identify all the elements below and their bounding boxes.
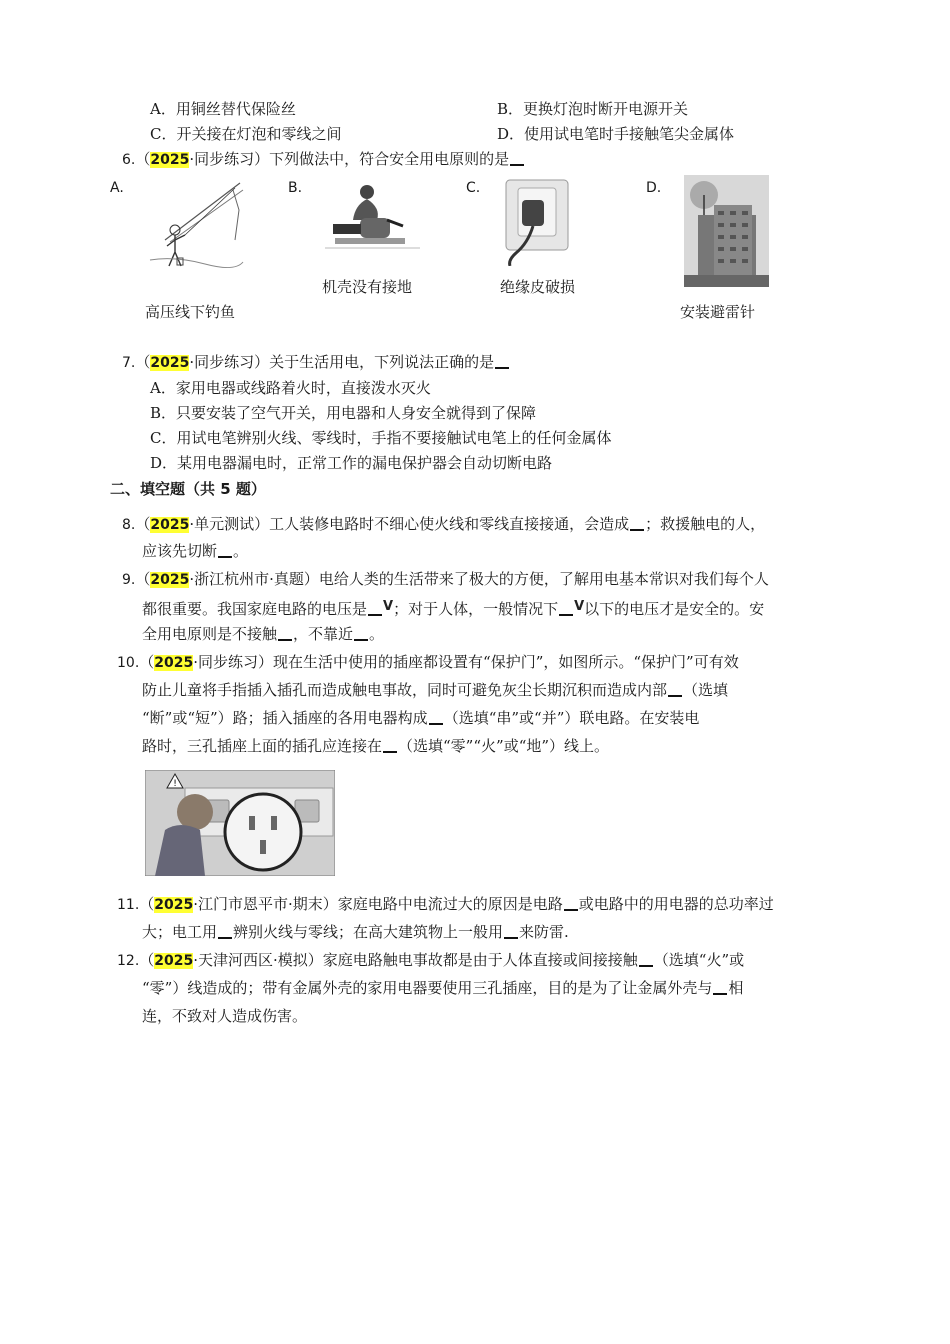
q11-line-2 [142,922,569,942]
q11-blank-3[interactable] [504,923,518,939]
q8-line-1 [122,514,765,535]
q12-text-1a: ·天津河西区·模拟）家庭电路触电事故都是由于人体直接或间接接触 [193,951,638,969]
q6-option-c-caption: 绝缘皮破损 [500,278,576,296]
protective-socket-illustration [145,770,335,876]
q10-number: 10. [117,655,140,671]
q12-line-1 [117,950,744,971]
q8-text-2a: 应该先切断 [142,542,218,560]
q6-open-paren: （ [135,150,151,168]
q7-answer-blank[interactable] [495,353,509,369]
q6-answer-blank[interactable] [510,150,524,166]
q10-year-tag: 2025 [154,655,194,671]
q11-blank-1[interactable] [564,895,578,911]
q7-number: 7. [122,355,136,371]
q8-blank-1[interactable] [630,515,644,531]
q9-text-3b: ，不靠近 [293,625,354,643]
q7-option-a: A．家用电器或线路着火时，直接泼水灭火 [150,379,431,397]
q10-text-4b: （选填“零”“火”或“地”）线上。 [398,737,610,755]
q7-option-b: B．只要安装了空气开关，用电器和人身安全就得到了保障 [150,404,537,422]
q11-text-1b: 或电路中的用电器的总功率过 [578,895,774,913]
q9-blank-3[interactable] [278,625,292,641]
q9-blank-1[interactable] [368,600,382,616]
q6-number: 6. [122,152,136,168]
q9-number: 9. [122,572,136,588]
q6-option-a-caption: 高压线下钓鱼 [145,303,236,321]
q9-line-2 [142,597,764,619]
q11-line-1 [117,894,774,915]
q6-option-b-caption: 机壳没有接地 [322,278,413,296]
q5-option-c: C．开关接在灯泡和零线之间 [150,125,342,143]
q11-text-2a: 大；电工用 [142,923,218,941]
q12-text-1b: （选填“火”或 [653,951,745,969]
q9-open-paren: （ [135,570,151,588]
q11-text-2b: 辨别火线与零线；在高大建筑物上一般用 [233,923,504,941]
q10-line-1 [117,652,739,673]
q6-option-a-label: A. [110,180,124,196]
q7-text: ·同步练习）关于生活用电，下列说法正确的是 [189,353,495,371]
q11-text-2c: 来防雷. [519,923,569,941]
q8-text-1b: ；救援触电的人， [645,515,766,533]
q8-text-1a: ·单元测试）工人装修电路时不细心使火线和零线直接接通，会造成 [189,515,630,533]
q10-open-paren: （ [139,653,155,671]
q10-line-2 [142,680,728,700]
q12-blank-1[interactable] [639,951,653,967]
q7-option-c: C．用试电笔辨别火线、零线时，手指不要接触试电笔上的任何金属体 [150,429,612,447]
q11-blank-2[interactable] [218,923,232,939]
q10-text-3b: （选填“串”或“并”）联电路。在安装电 [443,709,700,727]
q5-option-b: B．更换灯泡时断开电源开关 [497,100,689,118]
q12-number: 12. [117,953,140,969]
q8-year-tag: 2025 [150,517,190,533]
q9-blank-2[interactable] [559,600,573,616]
q10-text-4a: 路时，三孔插座上面的插孔应连接在 [142,737,383,755]
ungrounded-machine-illustration [325,180,420,250]
q9-line-1 [122,569,769,590]
q9-text-1: ·浙江杭州市·真题）电给人类的生活带来了极大的方便，了解用电基本常识对我们每个人 [189,570,769,588]
q9-unit-v-1: V [383,599,394,614]
q10-text-1: ·同步练习）现在生活中使用的插座都设置有“保护门”，如图所示。“保护门”可有效 [193,653,739,671]
q12-text-2b: 相 [728,979,744,997]
q10-text-3a: “断”或“短”）路；插入插座的各用电器构成 [142,709,428,727]
q7-option-d: D．某用电器漏电时，正常工作的漏电保护器会自动切断电路 [150,454,553,472]
q9-blank-4[interactable] [354,625,368,641]
q12-line-3: 连，不致对人造成伤害。 [142,1007,308,1025]
q8-blank-2[interactable] [218,542,232,558]
q6-stem [122,149,525,170]
q6-text: ·同步练习）下列做法中，符合安全用电原则的是 [189,150,510,168]
q10-blank-3[interactable] [383,737,397,753]
q11-text-1a: ·江门市恩平市·期末）家庭电路中电流过大的原因是电路 [193,895,563,913]
q6-year-tag: 2025 [150,152,190,168]
q8-text-2b: 。 [233,542,249,560]
q9-unit-v-2: V [574,599,585,614]
q8-open-paren: （ [135,515,151,533]
q9-text-2b: ；对于人体，一般情况下 [393,600,559,618]
lightning-rod-building-illustration [684,175,769,287]
q9-text-3c: 。 [369,625,385,643]
q9-line-3 [142,624,384,644]
q9-year-tag: 2025 [150,572,190,588]
q6-option-c-label: C. [466,180,481,196]
q10-blank-2[interactable] [429,709,443,725]
section-fill-in-title: 二、填空题（共 5 题） [110,480,266,498]
q11-number: 11. [117,897,140,913]
q12-line-2 [142,978,743,998]
q5-option-d: D．使用试电笔时手接触笔尖金属体 [497,125,735,143]
q9-text-2c: 以下的电压才是安全的。安 [584,600,765,618]
q12-blank-2[interactable] [713,979,727,995]
q7-year-tag: 2025 [150,355,190,371]
q9-text-3a: 全用电原则是不接触 [142,625,278,643]
q10-line-4 [142,736,609,756]
damaged-insulation-plug-illustration [498,178,576,266]
q7-stem [122,352,510,373]
q10-text-2b: （选填 [683,681,729,699]
fishing-under-powerline-illustration [145,180,245,275]
q7-open-paren: （ [135,353,151,371]
q6-option-b-label: B. [288,180,303,196]
q8-line-2 [142,541,248,561]
svg-text:!: ! [173,779,177,789]
q6-option-d-caption: 安装避雷针 [680,303,756,321]
q12-text-2a: “零”）线造成的；带有金属外壳的家用电器要使用三孔插座，目的是为了让金属外壳与 [142,979,713,997]
q10-line-3 [142,708,699,728]
q12-year-tag: 2025 [154,953,194,969]
q11-open-paren: （ [139,895,155,913]
q10-text-2a: 防止儿童将手指插入插孔而造成触电事故，同时可避免灰尘长期沉积而造成内部 [142,681,668,699]
q6-option-d-label: D. [646,180,662,196]
q12-open-paren: （ [139,951,155,969]
q10-blank-1[interactable] [668,681,682,697]
q11-year-tag: 2025 [154,897,194,913]
q9-text-2a: 都很重要。我国家庭电路的电压是 [142,600,368,618]
q8-number: 8. [122,517,136,533]
q5-option-a: A．用铜丝替代保险丝 [150,100,296,118]
